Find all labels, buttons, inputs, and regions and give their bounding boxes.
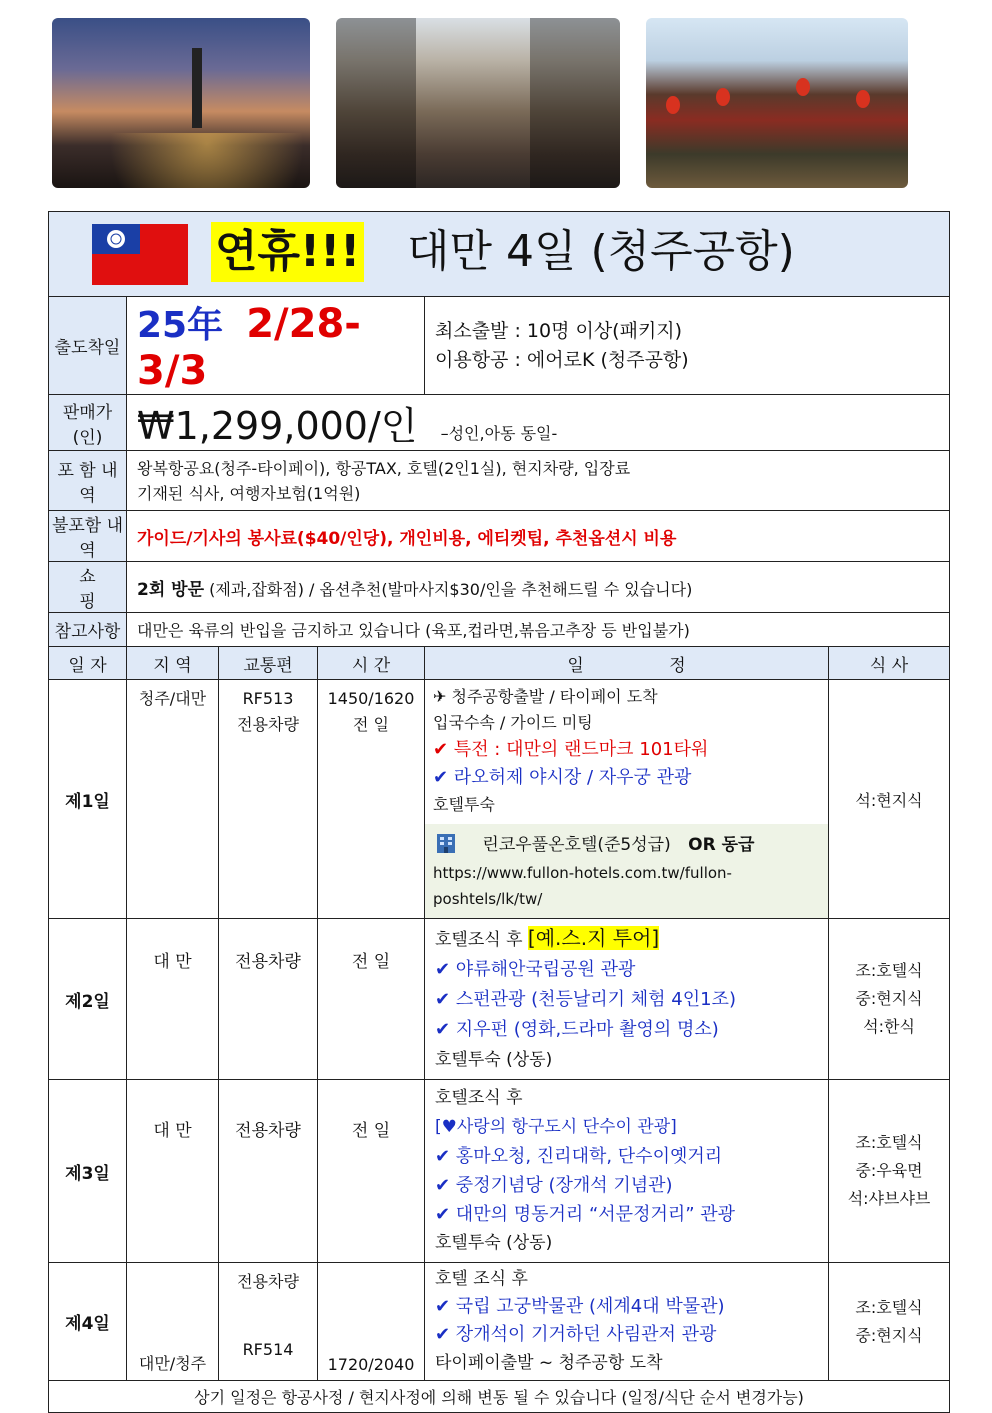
table-row — [49, 1263, 950, 1381]
notes-text: 대만은 육류의 반입을 금지하고 있습니다 (육포,컵라면,볶음고추장 등 반입불가) — [137, 621, 690, 640]
day4-meal2: 중:현지식 — [855, 1325, 923, 1345]
notes-label: 참고사항 — [49, 613, 127, 647]
day2-transport-cell — [219, 919, 318, 1080]
table-row — [49, 1080, 950, 1263]
day4-line4: 타이페이출발 ~ 청주공항 도착 — [435, 1353, 663, 1373]
day4-time: 1720/2040 — [327, 1355, 415, 1374]
plane-icon: ✈ — [433, 687, 447, 706]
shopping-text: (제과,잡화점) / 옵션추천(발마사지$30/인을 추천해드릴 수 있습니다) — [209, 579, 693, 599]
lantern-icon — [716, 88, 730, 106]
day1-line3: ✔ 특전 : 대만의 랜드마크 101타워 — [433, 739, 709, 760]
min-departure: 최소출발 : 10명 이상(패키지) — [435, 319, 683, 342]
shopping-visits: 2회 방문 — [137, 579, 205, 600]
day2-line4: ✔ 지우펀 (영화,드라마 촬영의 명소) — [435, 1019, 719, 1040]
day2-line5: 호텔투숙 (상동) — [435, 1050, 553, 1070]
day2-vehicle: 전용차량 — [235, 952, 301, 972]
day2-meal-cell — [829, 919, 950, 1080]
shopping-label: 쇼 핑 — [49, 562, 127, 613]
day1-region-cell — [127, 680, 219, 919]
day2-line1: 호텔조식 후 [예.스.지 투어] — [435, 926, 660, 950]
col-header-time: 시 간 — [318, 647, 425, 680]
day2-tour-highlight: [예.스.지 투어] — [527, 926, 660, 950]
day4-transport-cell — [219, 1263, 318, 1381]
price-cell — [127, 395, 950, 451]
day2-meal1: 조:호텔식 — [855, 961, 923, 980]
day1-line4: ✔ 라오허제 야시장 / 자우궁 관광 — [433, 767, 692, 788]
day2-label: 제2일 — [49, 919, 127, 1080]
day2-meal3: 석:한식 — [863, 1017, 915, 1036]
footer-note: 상기 일정은 항공사정 / 현지사정에 의해 변동 될 수 있습니다 (일정/식단 순서 변경가능) — [49, 1381, 950, 1413]
col-header-transport: 교통편 — [219, 647, 318, 680]
table-row — [49, 680, 950, 919]
day2-line2: ✔ 야류해안국립공원 관광 — [435, 959, 636, 980]
col-header-schedule: 일 정 — [425, 647, 829, 680]
hotel-url[interactable]: https://www.fullon-hotels.com.tw/fullon-poshtels/lk/tw/ — [433, 864, 732, 908]
hotel-name: 린코우풀온호텔(준5성급) — [482, 835, 671, 855]
lantern-icon — [666, 96, 680, 114]
taiwan-flag-icon — [92, 224, 188, 285]
hotel-box — [425, 824, 828, 918]
hotel-or: OR 동급 — [688, 835, 755, 855]
day3-meal-cell — [829, 1080, 950, 1263]
day2-region: 대 만 — [153, 952, 192, 972]
day4-flight: RF514 — [242, 1340, 294, 1359]
col-header-day: 일 자 — [49, 647, 127, 680]
hotel-icon — [433, 831, 459, 853]
day1-vehicle: 전용차량 — [237, 715, 299, 734]
price-label: 판매가(인) — [49, 395, 127, 451]
col-header-meal: 식 사 — [829, 647, 950, 680]
day1-meal-cell — [829, 680, 950, 919]
day3-label: 제3일 — [49, 1080, 127, 1263]
title-row — [49, 212, 950, 297]
col-header-region: 지 역 — [127, 647, 219, 680]
city-lights-glow — [52, 133, 310, 188]
day4-region: 대만/청주 — [138, 1354, 207, 1373]
included-label: 포 함 내 역 — [49, 451, 127, 511]
day3-schedule-cell — [425, 1080, 829, 1263]
day4-schedule-cell — [425, 1263, 829, 1381]
day1-meal: 석:현지식 — [855, 790, 923, 810]
day1-line5: 호텔투숙 — [433, 795, 495, 814]
left-building-shape — [336, 18, 416, 188]
day3-line3: ✔ 홍마오청, 진리대학, 단수이옛거리 — [435, 1146, 723, 1167]
lantern-icon — [856, 90, 870, 108]
day2-schedule-cell — [425, 919, 829, 1080]
day2-time: 전 일 — [351, 952, 391, 972]
departure-dates-cell — [127, 297, 425, 395]
notes-cell — [127, 613, 950, 647]
day3-time-cell — [318, 1080, 425, 1263]
excluded-label: 불포함 내역 — [49, 511, 127, 562]
day3-line4: ✔ 중정기념당 (장개석 기념관) — [435, 1175, 673, 1196]
tour-itinerary-table — [48, 211, 950, 1413]
day2-region-cell — [127, 919, 219, 1080]
day3-region-cell — [127, 1080, 219, 1263]
day3-time: 전 일 — [351, 1121, 391, 1141]
shopping-cell — [127, 562, 950, 613]
day3-meal1: 조:호텔식 — [855, 1133, 923, 1152]
day3-line2: [♥사랑의 항구도시 단수이 관광] — [435, 1117, 677, 1137]
day3-transport-cell — [219, 1080, 318, 1263]
price-amount: ₩1,299,000/인 — [137, 404, 418, 448]
day4-line3: ✔ 장개석이 기거하던 사림관저 관광 — [435, 1324, 717, 1345]
day4-time-cell — [318, 1263, 425, 1381]
street-market-photo — [336, 18, 620, 188]
day3-line5: ✔ 대만의 명동거리 “서문정거리” 관광 — [435, 1204, 736, 1225]
day2-meal2: 중:현지식 — [855, 989, 923, 1008]
day3-line1: 호텔조식 후 — [435, 1088, 523, 1108]
day1-time-allday: 전 일 — [353, 715, 389, 734]
departure-info-cell — [425, 297, 950, 395]
day1-flight-time: 1450/1620 — [327, 689, 415, 708]
day4-line2: ✔ 국립 고궁박물관 (세계4대 박물관) — [435, 1296, 725, 1317]
day1-flight: RF513 — [242, 689, 294, 708]
day4-line1: 호텔 조식 후 — [435, 1269, 528, 1289]
included-line1: 왕복항공요(청주-타이페이), 항공TAX, 호텔(2인1실), 현지차량, 입장료 — [137, 458, 631, 478]
taipei-101-tower-shape — [192, 48, 202, 128]
taipei-night-photo — [52, 18, 310, 188]
day1-time-cell — [318, 680, 425, 919]
day4-vehicle: 전용차량 — [237, 1272, 299, 1291]
page-title: 대만 4일 (청주공항) — [407, 226, 795, 277]
departure-year: 25年 — [137, 305, 224, 346]
day1-line1: ✈ 청주공항출발 / 타이페이 도착 — [433, 687, 658, 706]
price-note: –성인,아동 동일- — [440, 424, 558, 443]
day1-transport-cell — [219, 680, 318, 919]
day1-label: 제1일 — [49, 680, 127, 919]
day4-meal-cell — [829, 1263, 950, 1381]
day3-line6: 호텔투숙 (상동) — [435, 1233, 553, 1253]
day3-vehicle: 전용차량 — [235, 1121, 301, 1141]
day2-time-cell — [318, 919, 425, 1080]
right-building-shape — [530, 18, 620, 188]
day4-meal1: 조:호텔식 — [855, 1297, 923, 1317]
excluded-cell — [127, 511, 950, 562]
lantern-icon — [796, 78, 810, 96]
departure-label: 출도착일 — [49, 297, 127, 395]
day1-schedule-cell — [425, 680, 829, 919]
table-row — [49, 919, 950, 1080]
day3-region: 대 만 — [153, 1121, 192, 1141]
included-cell — [127, 451, 950, 511]
excluded-text: 가이드/기사의 봉사료($40/인당), 개인비용, 에티켓팁, 추천옵션시 비용 — [137, 528, 677, 549]
day1-line2: 입국수속 / 가이드 미팅 — [433, 713, 593, 732]
day3-meal2: 중:우육면 — [855, 1161, 923, 1180]
title-highlight: 연휴!!! — [211, 222, 364, 282]
day1-region: 청주/대만 — [138, 689, 207, 708]
day2-line3: ✔ 스펀관광 (천등날리기 체험 4인1조) — [435, 989, 736, 1010]
included-line2: 기재된 식사, 여행자보험(1억원) — [137, 483, 361, 503]
day3-meal3: 석:샤브샤브 — [847, 1189, 931, 1208]
departure-dates: 2/28-3/3 — [137, 301, 361, 394]
day4-label: 제4일 — [49, 1263, 127, 1381]
day4-region-cell — [127, 1263, 219, 1381]
airline-info: 이용항공 : 에어로K (청주공항) — [435, 348, 689, 371]
jiufen-teahouse-photo — [646, 18, 908, 188]
